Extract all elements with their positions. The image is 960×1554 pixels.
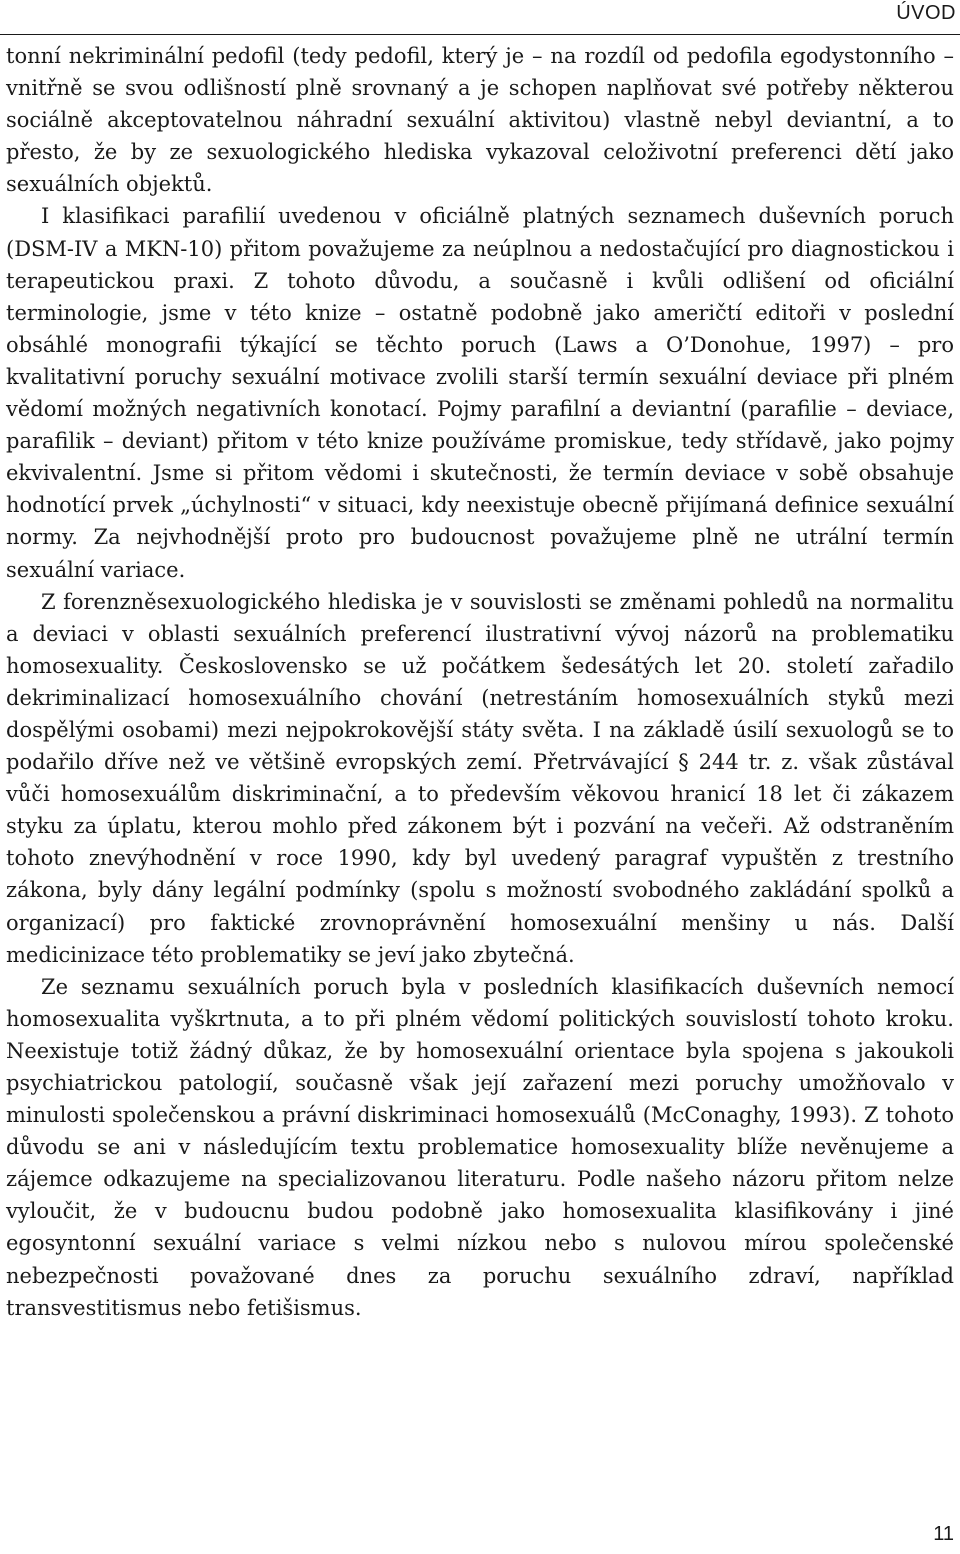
paragraph-disorder-list: Ze seznamu sexuálních poruch byla v posledních klasifikacích duševních nemocí homosexualita vyškrtnuta, a to při plném vědomí politických souvislostí tohoto kroku. Neexistuje totiž žádný důkaz, že by homosexuální orientace byla spojena s jakoukoli psychiatrickou patologií, současně však její zařazení mezi poruchy umožňovalo v minulosti společenskou a právní diskriminaci homosexuálů (McConaghy, 1993). Z tohoto důvodu se ani v následujícím textu problematice homosexuality blíže nevěnujeme a zájemce odkazujeme na specializovanou literaturu. Podle našeho názoru přitom nelze vyloučit, že v budoucnu budou podobně jako homosexualita klasifikovány i jiné egosyntonní sexuální variace s velmi nízkou nebo s nulovou mírou společenské nebezpečnosti považované dnes za poruchu sexuálního zdraví, například transvestitismus nebo fetišismus. [6, 974, 954, 1320]
page-body [6, 40, 954, 1324]
header-divider [0, 34, 960, 35]
page-number: 11 [933, 1523, 954, 1545]
paragraph-continuation: tonní nekriminální pedofil (tedy pedofil, který je – na rozdíl od pedofila egodystonního – vnitřně se svou odlišností plně srovnaný a je schopen naplňovat své potřeby některou sociálně akceptovatelnou náhradní sexuální aktivitou) vlastně nebyl deviantní, a to přesto, že by ze sexuologického hlediska vykazoval celoživotní preferenci dětí jako sexuálních objektů. [6, 44, 954, 197]
paragraph-classification: I klasifikaci parafilií uvedenou v oficiálně platných seznamech duševních poruch (DSM-IV a MKN-10) přitom považujeme za neúplnou a nedostačující pro diagnostickou i terapeutickou praxi. Z tohoto důvodu, a současně i kvůli odlišení od oficiální terminologie, jsme v této knize – ostatně podobně jako američtí editoři v poslední obsáhlé monografii týkající se těchto poruch (Laws a O’Donohue, 1997) – pro kvalitativní poruchy sexuální motivace zvolili starší termín sexuální deviace při plném vědomí možných negativních konotací. Pojmy parafilní a deviantní (parafilie – deviace, parafilik – deviant) přitom v této knize používáme promiskue, tedy střídavě, jako pojmy ekvivalentní. Jsme si přitom vědomi i skutečnosti, že termín deviace v sobě obsahuje hodnotící prvek „úchylnosti“ v situaci, kdy neexistuje obecně přijímaná definice sexuální normy. Za nejvhodnější proto pro budoucnost považujeme plně ne utrální termín sexuální variace. [6, 204, 954, 582]
paragraph-forensic-homosexuality: Z forenzněsexuologického hlediska je v souvislosti se změnami pohledů na normalitu a deviaci v oblasti sexuálních preferencí ilustrativní vývoj názorů na problematiku homosexuality. Československo se už počátkem šedesátých let 20. století zařadilo dekriminalizací homosexuálního chování (netrestáním homosexuálních styků mezi dospělými osobami) mezi nejpokrokovější státy světa. I na základě úsilí sexuologů se to podařilo dříve než ve většině evropských zemí. Přetrvávající § 244 tr. z. však zůstával vůči homosexuálům diskriminační, a to především věkovou hranicí 18 let či zákazem styku za úplatu, kterou mohlo před zákonem být i pozvání na večeři. Až odstraněním tohoto znevýhodnění v roce 1990, kdy byl uvedený paragraf vypuštěn z trestního zákona, byly dány legální podmínky (spolu s možností svobodného zakládání spolků a organizací) pro faktické zrovnoprávnění homosexuální menšiny u nás. Další medicinizace této problematiky se jeví jako zbytečná. [6, 589, 954, 967]
running-header-title: ÚVOD [896, 2, 956, 24]
